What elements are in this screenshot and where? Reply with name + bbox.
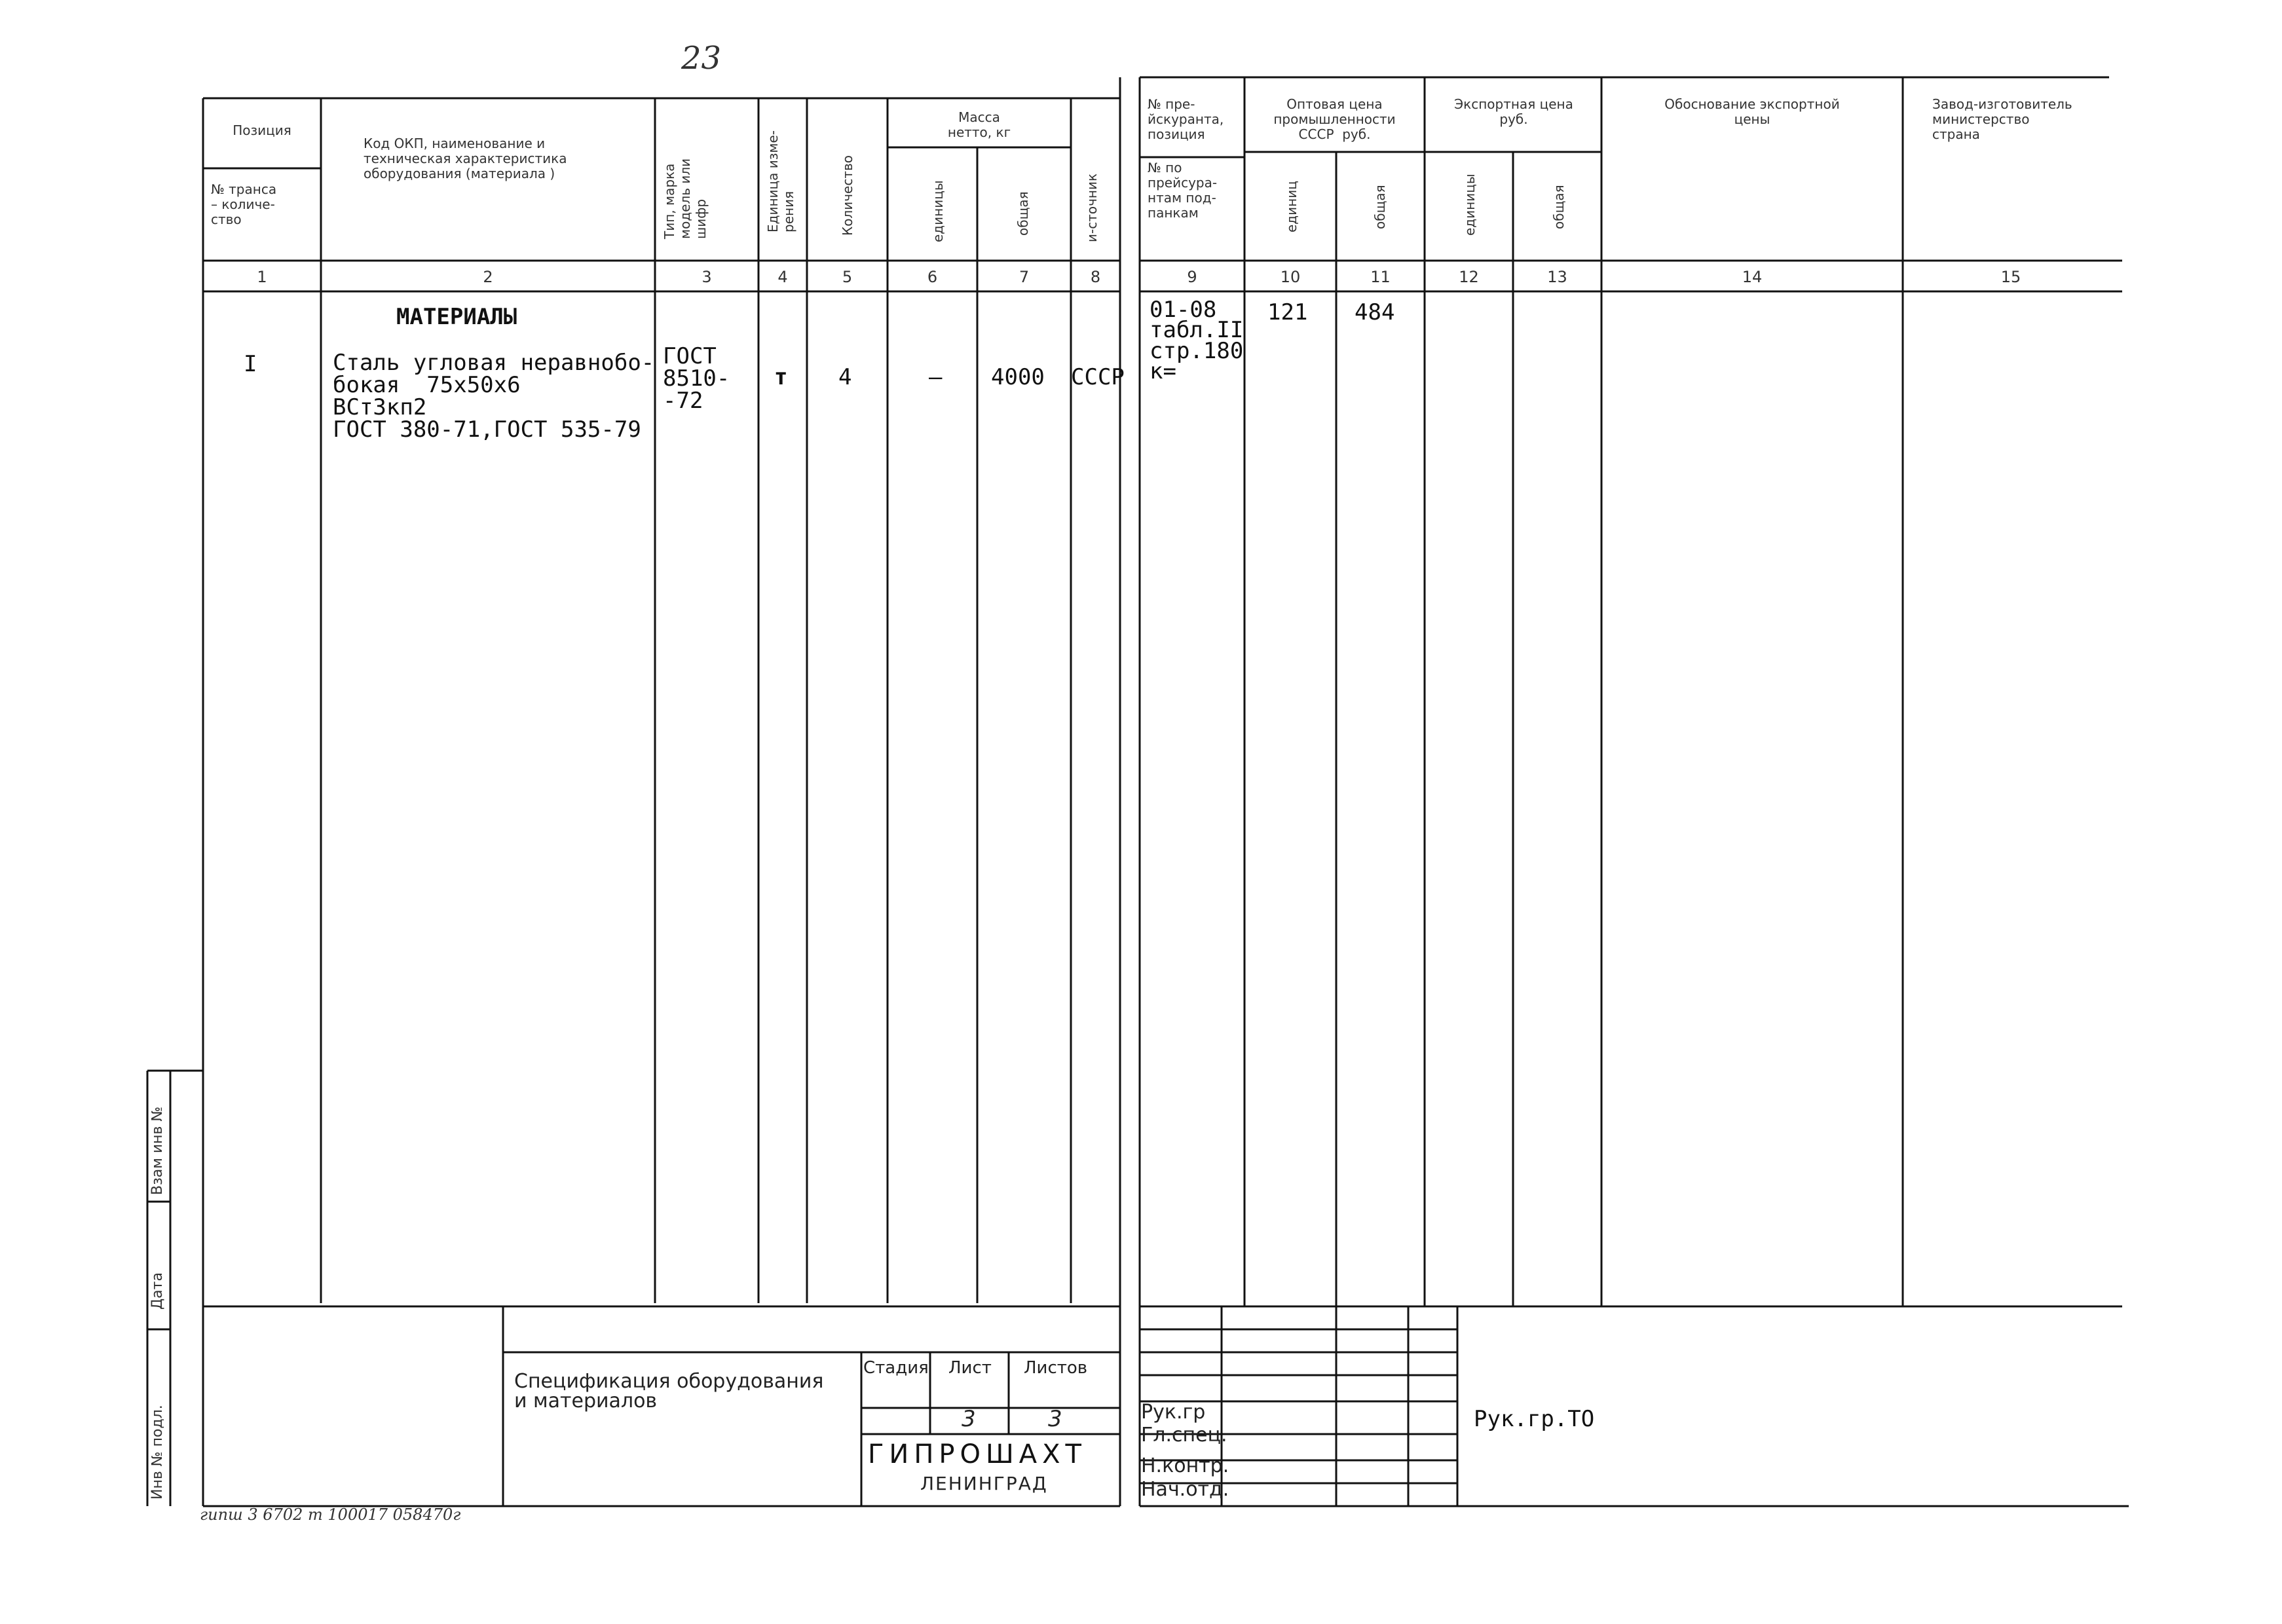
signature-role: Рук.гр <box>1141 1401 1206 1424</box>
row-mass-total: 4000 <box>991 364 1045 390</box>
header-export-total: общая <box>1551 185 1567 229</box>
stamp-date: Дата <box>149 1272 166 1310</box>
header-export-group: Экспортная цена руб. <box>1454 96 1573 127</box>
header-mass-unit: единицы <box>930 180 946 242</box>
row-type: ГОСТ 8510- -72 <box>663 343 730 414</box>
header-price-list: № пре- йскуранта, позиция <box>1148 96 1224 142</box>
signature-role: Гл.спец. <box>1141 1424 1227 1447</box>
col-number: 6 <box>927 268 938 286</box>
col-number: 14 <box>1742 268 1763 286</box>
row-unit: т <box>774 364 788 390</box>
stamp-vzam: Взам инв № <box>149 1106 166 1195</box>
header-wholesale-group: Оптовая цена промышленности СССР руб. <box>1273 96 1396 142</box>
row-price-total: 484 <box>1355 299 1395 325</box>
header-name: Код ОКП, наименование и техническая характеристика оборудования (материала ) <box>364 136 567 181</box>
row-position: I <box>244 351 257 377</box>
organization-name: ГИПРОШАХТ <box>868 1439 1087 1469</box>
col-number: 4 <box>777 268 788 286</box>
header-manufacturer: Завод-изготовитель министерство страна <box>1932 96 2072 142</box>
col-number: 15 <box>2000 268 2021 286</box>
header-wholesale-total: общая <box>1372 185 1388 229</box>
right-label: Рук.гр.ТО <box>1474 1406 1595 1432</box>
signature-role: Н.контр. <box>1141 1454 1229 1477</box>
col-number: 11 <box>1370 268 1391 286</box>
header-trans-qty: № транса – количе- ство <box>211 181 277 227</box>
col-number: 12 <box>1459 268 1479 286</box>
organization-city: ЛЕНИНГРАД <box>920 1473 1048 1494</box>
signature-role: Нач.отд. <box>1141 1478 1229 1501</box>
row-quantity: 4 <box>838 364 852 390</box>
header-price-list-sub: № по прейсура- нтам под- панкам <box>1148 160 1218 221</box>
col-number: 13 <box>1547 268 1567 286</box>
stage-label: Стадия <box>863 1358 929 1378</box>
title-block-title: Спецификация оборудования и материалов <box>514 1370 824 1412</box>
row-price-unit: 121 <box>1267 299 1308 325</box>
section-title: МАТЕРИАЛЫ <box>396 304 517 330</box>
row-price-list: 01-08 табл.II стр.180 к= <box>1150 297 1244 384</box>
header-origin: и-сточник <box>1084 173 1100 242</box>
col-number: 10 <box>1280 268 1301 286</box>
col-number: 3 <box>701 268 712 286</box>
header-unit: Единица изме- рения <box>765 130 796 232</box>
header-position: Позиция <box>233 122 291 138</box>
header-export-unit: единицы <box>1462 174 1478 236</box>
sheet-label: Лист <box>948 1358 992 1378</box>
header-wholesale-unit: единиц <box>1284 181 1300 232</box>
sheets-label: Листов <box>1024 1358 1088 1378</box>
page-number: 23 <box>681 40 722 77</box>
header-export-basis: Обоснование экспортной цены <box>1664 96 1840 127</box>
row-name: Сталь угловая неравнобо- бокая 75х50х6 ВСт3кп2 ГОСТ 380-71,ГОСТ 535-79 <box>333 350 655 443</box>
col-number: 8 <box>1090 268 1101 286</box>
footer-note: гипш 3 6702 т 100017 058470г <box>200 1505 461 1524</box>
sheet-number: 3 <box>962 1406 976 1432</box>
col-number: 2 <box>483 268 493 286</box>
stamp-inv-podl: Инв № подл. <box>149 1405 166 1500</box>
header-type: Тип, марка модель или шифр <box>662 158 709 239</box>
col-number: 1 <box>257 268 267 286</box>
col-number: 5 <box>842 268 853 286</box>
header-quantity: Количество <box>840 155 855 236</box>
sheets-count: 3 <box>1048 1406 1062 1432</box>
row-origin: СССР <box>1071 364 1125 390</box>
header-mass-total: общая <box>1015 191 1031 236</box>
col-number: 7 <box>1019 268 1030 286</box>
col-number: 9 <box>1187 268 1197 286</box>
row-mass-unit: – <box>929 364 943 390</box>
header-mass-group: Масса нетто, кг <box>947 109 1011 140</box>
